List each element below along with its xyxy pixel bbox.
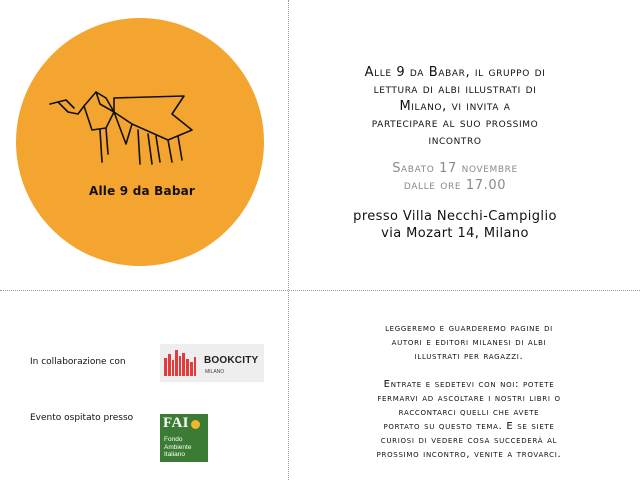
invitation-line: partecipare al suo prossimo bbox=[371, 116, 539, 131]
description-line: fermarvi ad ascoltare i nostri libri o bbox=[377, 393, 561, 404]
invitation-line: lettura di albi illustrati di bbox=[373, 82, 537, 97]
collaboration-label: In collaborazione con bbox=[30, 357, 126, 367]
description-line: raccontarci quelli che avete bbox=[398, 407, 540, 418]
bookcity-logo-icon bbox=[160, 344, 200, 382]
fai-logo-icon bbox=[191, 420, 200, 429]
fai-subtitle-line: Fondo bbox=[164, 436, 183, 443]
venue-address: via Mozart 14, Milano bbox=[381, 226, 529, 241]
paragraph-spacer bbox=[318, 364, 620, 378]
hosted-label: Evento ospitato presso bbox=[30, 413, 134, 423]
invitation-line: Alle 9 da Babar, il gruppo di bbox=[364, 65, 546, 80]
horizontal-divider bbox=[0, 290, 640, 291]
invitation-line: Milano, vi invita a bbox=[399, 99, 511, 114]
fai-logo bbox=[160, 414, 208, 462]
description-line: illustrati per ragazzi. bbox=[414, 351, 524, 362]
event-date bbox=[318, 160, 592, 194]
bookcity-logo bbox=[160, 344, 264, 382]
invitation-text bbox=[318, 64, 592, 149]
description-line: portato su questo tema. E se siete bbox=[383, 421, 555, 432]
fai-subtitle-line: Italiano bbox=[164, 451, 185, 458]
description-line: prossimo incontro, venite a trovarci. bbox=[376, 449, 562, 460]
bookcity-sub: MILANO bbox=[205, 369, 225, 375]
vertical-divider bbox=[288, 0, 289, 480]
logo-title: Alle 9 da Babar bbox=[88, 184, 196, 198]
bookcity-name: BOOKCITY bbox=[204, 355, 259, 366]
invitation-line: incontro bbox=[428, 133, 482, 148]
fai-subtitle-line: Ambiente bbox=[164, 443, 192, 451]
event-venue bbox=[318, 208, 592, 242]
fai-name: FAI bbox=[163, 415, 189, 431]
description-line: curiosi di vedere cosa succederà al bbox=[380, 435, 558, 446]
description-line: autori e editori milanesi di albi bbox=[391, 337, 547, 348]
description-line: leggeremo e guarderemo pagine di bbox=[385, 323, 553, 334]
origami-elephant-icon bbox=[44, 84, 204, 174]
event-time-line: dalle ore 17.00 bbox=[403, 178, 507, 193]
event-date-line: Sabato 17 novembre bbox=[392, 161, 518, 176]
event-description bbox=[318, 322, 620, 462]
description-line: Entrate e sedetevi con noi: potete bbox=[383, 379, 555, 390]
fai-subtitle bbox=[164, 436, 208, 459]
venue-name: presso Villa Necchi-Campiglio bbox=[353, 209, 557, 224]
